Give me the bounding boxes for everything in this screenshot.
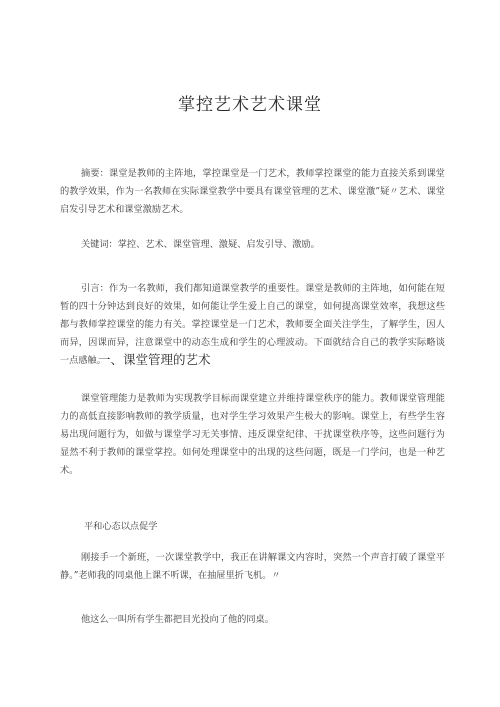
section-body-paragraph: 课堂管理能力是教师为实现教学目标而课堂建立并维持课堂秩序的能力。教师课堂管理能力的高低直接影响教师的教学质量，也对学生学习效果产生极大的影响。课堂上，有些学生容易出现问题行为，如做与课堂学习无关事情、违反课堂纪律、干扰课堂秩序等，这些问题行为显然不利于教师的课堂掌控。如何处理课堂中的出现的这些问题，既是一门学问，也是一种艺术。 [60, 393, 445, 476]
story-paragraph-2: 他这么一叫所有学生都把目光投向了他的同桌。 [81, 614, 274, 625]
story-paragraph-1: 刚接手一个新班，一次课堂教学中，我正在讲解课文内容时，突然一个声音打破了课堂平静。”老师我的同桌他上课不听课，在抽屉里折飞机。〃 [60, 552, 445, 581]
page-title: 掌控艺术艺术课堂 [178, 95, 322, 115]
keywords-paragraph: 关键词：掌控、艺术、课堂管理、激疑、启发引导、激励。 [81, 239, 320, 250]
abstract-paragraph: 摘要：课堂是教师的主阵地，掌控课堂是一门艺术，教师掌控课堂的能力直接关系到课堂的教学效果，作为一名教师在实际课堂教学中要具有课堂管理的艺术、课堂激”疑〃艺术、课堂启发引导艺术和课堂激励艺术。 [60, 168, 445, 215]
intro-paragraph: 引言：作为一名教师，我们都知道课堂教学的重要性。课堂是教师的主阵地，如何能在短暂的四十分钟达到良好的效果，如何能让学生爱上自己的课堂，如何提高课堂效率，我想这些都与教师掌控课堂的能力有关。掌控课堂是一门艺术，教师要全面关注学生，了解学生，因人而异，因课而异，注意课堂中的动态生成和学生的心理波动。下面就结合自己的教学实际略谈一点感触。 [60, 283, 445, 366]
section-heading: 一、课堂管理的艺术 [98, 352, 211, 367]
subheading: 平和心态以点促学 [84, 521, 158, 532]
